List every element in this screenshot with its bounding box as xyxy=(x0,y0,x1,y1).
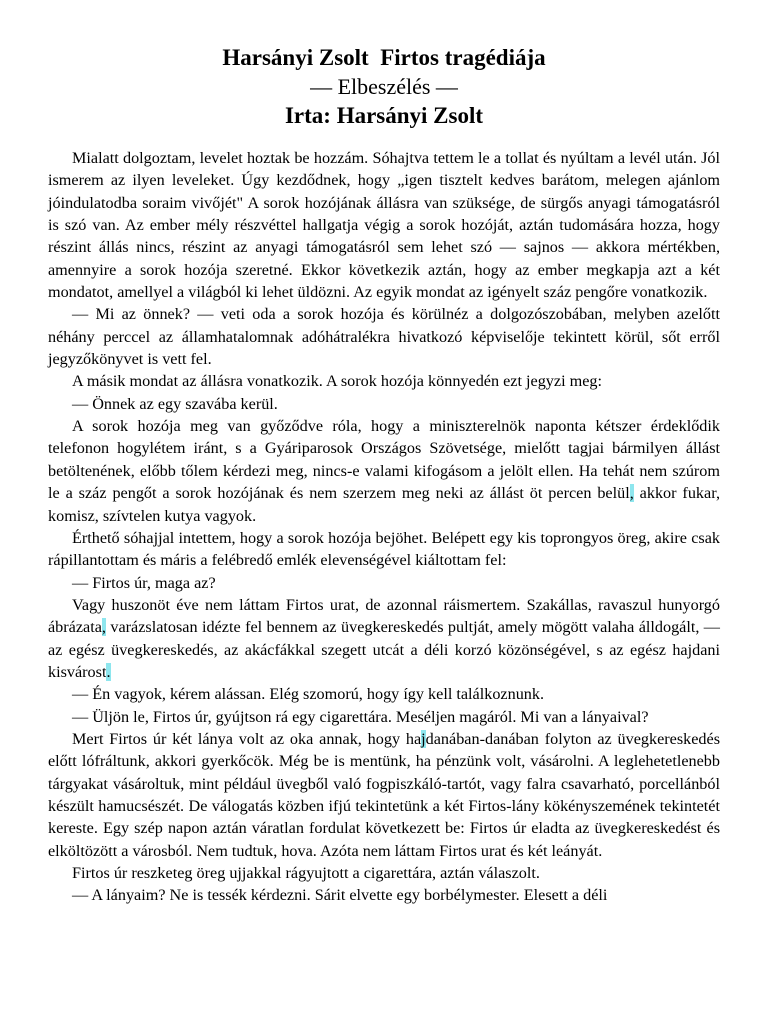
paragraph xyxy=(48,147,720,303)
paragraph xyxy=(48,594,720,683)
paragraph-text: A másik mondat az állásra vonatkozik. A sorok hozója könnyedén ezt jegyzi meg: xyxy=(72,372,602,391)
paragraph-text: Érthető sóhajjal intettem, hogy a sorok hozója bejöhet. Belépett egy kis toprongyos öreg, akire csak rápillantottam és máris a felébredő emlék elevenségével kiáltottam fel: xyxy=(48,528,720,570)
paragraph-text: — Mi az önnek? — veti oda a sorok hozója és körülnéz a dolgozószobában, melyben azelőtt néhány perccel az államhatalomnak adóhátralékra hivatkozó képviselője tekintett körül, sőt erről jegyzőkönyvet is vett fel. xyxy=(48,305,720,369)
paragraph xyxy=(48,862,720,884)
story-title: Harsányi Zsolt Firtos tragédiája xyxy=(222,45,546,70)
paragraph-text: akkor fukar, komisz, szívtelen kutya vagyok. xyxy=(48,484,720,525)
highlight-mark: . xyxy=(106,662,111,681)
paragraph-text: — Üljön le, Firtos úr, gyújtson rá egy cigarettára. Meséljen magáról. Mi van a lányaival? xyxy=(72,707,649,726)
highlight-mark: , xyxy=(629,484,634,503)
paragraph-text: — A lányaim? Ne is tessék kérdezni. Sárit elvette egy borbélymester. Elesett a déli xyxy=(72,886,608,905)
paragraph xyxy=(48,393,720,415)
paragraph xyxy=(48,572,720,594)
paragraph xyxy=(48,370,720,392)
highlight-mark: , xyxy=(101,618,106,637)
paragraph xyxy=(48,415,720,527)
paragraph-text: varázslatosan idézte fel bennem az üvegkereskedés pultját, amely mögött valaha álldogált, — az egész üvegkereskedés, az akácfákkal szegett utcát a déli korzó közönségével, s az egész hajdani kisvárost xyxy=(48,618,720,681)
author-line: Irta: Harsányi Zsolt xyxy=(284,103,484,128)
paragraph-text: — Firtos úr, maga az? xyxy=(72,573,216,592)
paragraph-text: — Önnek az egy szavába kerül. xyxy=(72,394,278,413)
paragraph-text: Vagy huszonöt éve nem láttam Firtos urat, de azonnal ráismertem. Szakállas, ravaszul hunyorgó ábrázata xyxy=(48,595,720,637)
highlight-mark: j xyxy=(421,729,426,748)
story-body xyxy=(48,147,720,907)
paragraph xyxy=(48,303,720,370)
document-header xyxy=(48,44,720,130)
paragraph xyxy=(48,527,720,572)
paragraph xyxy=(48,683,720,705)
paragraph-text: danában-danában folyton az üvegkereskedés előtt lófráltunk, akkori gyerkőcök. Még be is mentünk, ha pénzünk volt, vásárolni. A leglehetetlenebb tárgyakat vásároltuk, mint például üvegből való fogpiszkáló-tartót, vagy falra csavarható, porcellánból készült hamucsészét. De válogatás közben ifjú tekintetünk a két Firtos-lány kökényszemének tekintetét kerestе. Egy szép napon aztán váratlan fordulat következett be: Firtos úr eladta az üvegkereskedést és elköltözött a városból. Nem tudtuk, hova. Azóta nem láttam Firtos urat és két leányát. xyxy=(48,729,721,860)
paragraph-text: A sorok hozója meg van győződve róla, hogy a miniszterelnök naponta kétszer érdeklődik telefonon hogylétem iránt, s a Gyáriparosok Országos Szövetsége, mielőtt tagjai bármilyen állást betöltenének, előbb tőlem kérdezi meg, nincs-e valami kifogásom a jelölt ellen. Ha tehát nem szúrom le a száz pengőt a sorok hozójának és nem szerzem meg neki az állást öt percen belül xyxy=(48,417,720,503)
paragraph xyxy=(48,706,720,728)
paragraph-text: — Én vagyok, kérem alássan. Elég szomorú, hogy így kell találkoznunk. xyxy=(72,685,545,704)
paragraph xyxy=(48,884,720,906)
paragraph-text: Firtos úr reszketeg öreg ujjakkal rágyujtott a cigarettára, aztán válaszolt. xyxy=(72,864,540,882)
paragraph-text: Mialatt dolgoztam, levelet hoztak be hozzám. Sóhajtva tettem le a tollat és nyúltam a levél után. Jól ismerem az ilyen leveleket. Úgy kezdődnek, hogy „igen tisztelt kedves barátom, melegen ajánlom jóindulatodba soraim vivőjét" A sorok hozójának állásra van szüksége, de sürgős anyagi támogatásról is szó van. Az ember mély részvéttel hallgatja végig a sorok hozóját, aztán tudomására hozza, hogy részint állás nincs, részint az anyagi támogatásról sem lehet szó — sajnos — akkora mértékben, amennyire a sorok hozója szeretné. Ekkor következik aztán, hogy az ember megkapja azt a két mondatot, amellyel a világból ki lehet üldözni. Az egyik mondat az igényelt száz pengőre vonatkozik. xyxy=(48,149,720,302)
paragraph-text: Mert Firtos úr két lánya volt az oka annak, hogy ha xyxy=(72,729,422,748)
story-subtitle: — Elbeszélés — xyxy=(310,74,458,99)
paragraph xyxy=(48,728,720,862)
